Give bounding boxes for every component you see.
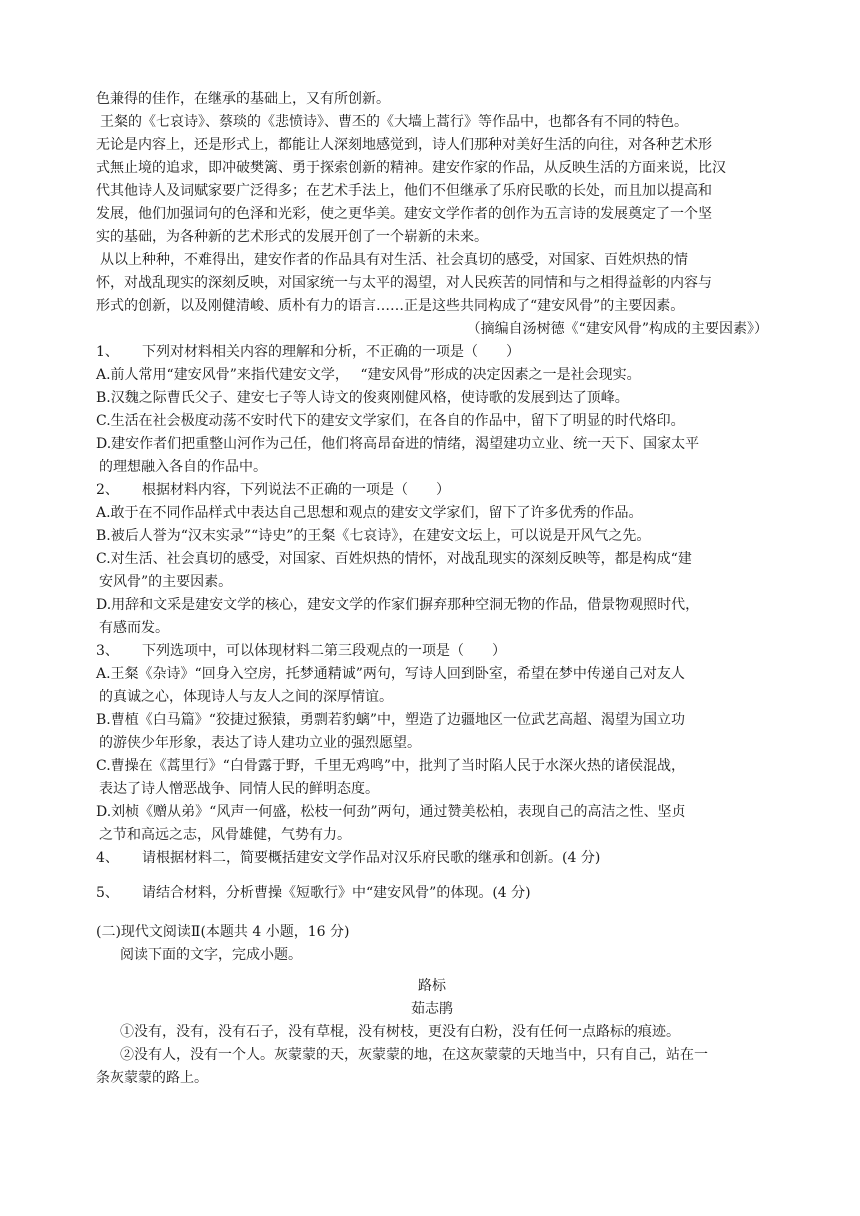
option-c: C.曹操在《蒿里行》“白骨露于野，千里无鸡鸣”中，批判了当时陷人民于水深火热的诸侯混战， [96,758,685,774]
option-a: A.前人常用“建安风骨”来指代建安文学， “建安风骨”形成的决定因素之一是社会现实。 [96,367,641,383]
question-4 [96,847,768,870]
question-number: 4、 [96,850,119,866]
spacer [96,967,768,975]
option-d-continued: 之节和高远之志，风骨雄健，气势有力。 [99,827,351,843]
option-a-continued: 的真诚之心，体现诗人与友人之间的深厚情谊。 [99,689,393,705]
paragraph-line: 发展，他们加强词句的色泽和光彩，使之更华美。建安文学作者的创作为五言诗的发展奠定了一个坚 [96,206,712,222]
question-2 [96,479,768,502]
question-3 [96,640,768,663]
document-page [96,88,768,1090]
question-stem: 请结合材料，分析曹操《短歌行》中“建安风骨”的体现。(4 分) [142,885,531,901]
option-b: B.被后人誉为“汉末实录”“诗史”的王粲《七哀诗》，在建安文坛上，可以说是开风气之先。 [96,528,651,544]
option-b: B.汉魏之际曹氏父子、建安七子等人诗文的俊爽刚健风格，使诗歌的发展到达了顶峰。 [96,390,629,406]
passage-paragraph: ②没有人，没有一个人。灰蒙蒙的天，灰蒙蒙的地，在这灰蒙蒙的天地当中，只有自己，站在一 [120,1047,708,1063]
option-c-continued: 安风骨”的主要因素。 [99,574,233,590]
question-stem: 请根据材料二，简要概括建安文学作品对汉乐府民歌的继承和创新。(4 分) [142,850,601,866]
section-instruction: 阅读下面的文字，完成小题。 [120,947,302,963]
answer-space [96,905,768,921]
option-d: D.建安作者们把重整山河作为己任，他们将高昂奋进的情绪，渴望建功立业、统一天下、国家太平 [96,436,700,452]
option-c-continued: 表达了诗人憎恶战争、同情人民的鲜明态度。 [99,781,379,797]
question-number: 5、 [96,885,119,901]
section-heading: (二)现代文阅读Ⅱ(本题共 4 小题，16 分) [96,924,350,940]
paragraph-line: 王粲的《七哀诗》、蔡琰的《悲愤诗》、曹丕的《大墙上蒿行》等作品中，也都各有不同的特色。 [100,114,688,130]
paragraph-line: 色兼得的佳作，在继承的基础上，又有所创新。 [96,91,390,107]
option-a: A.敢于在不同作品样式中表达自己思想和观点的建安文学家们，留下了许多优秀的作品。 [96,505,643,521]
option-c: C.生活在社会极度动荡不安时代下的建安文学家们，在各自的作品中，留下了明显的时代烙印。 [96,413,685,429]
question-number: 2、 [96,482,119,498]
paragraph-line: 代其他诗人及词赋家要广泛得多；在艺术手法上，他们不但继承了乐府民歌的长处，而且加以提高和 [96,183,712,199]
question-1 [96,341,768,364]
paragraph-line: 从以上种种，不难得出，建安作者的作品具有对生活、社会真切的感受，对国家、百姓炽热的情 [100,252,688,268]
passage-author: 茹志鹃 [411,1001,453,1017]
paragraph-line: 式無止境的追求，即冲破樊篱、勇于探索创新的精神。建安作家的作品，从反映生活的方面来说，比汉 [96,160,726,176]
paragraph-line: 怀，对战乱现实的深刻反映，对国家统一与太平的渴望，对人民疾苦的同情和与之相得益彰的内容与 [96,275,712,291]
question-stem: 下列选项中，可以体现材料二第三段观点的一项是（ ） [142,643,506,659]
question-number: 3、 [96,643,119,659]
question-stem: 下列对材料相关内容的理解和分析，不正确的一项是（ ） [142,344,520,360]
answer-space [96,870,768,882]
passage-paragraph: ①没有，没有，没有石子，没有草棍，没有树枝，更没有白粉，没有任何一点路标的痕迹。 [120,1024,680,1040]
source-citation: （摘编自汤树德《“建安风骨”构成的主要因素》） [466,321,768,337]
option-a: A.王粲《杂诗》“回身入空房，托梦通精诚”两句，写诗人回到卧室，希望在梦中传递自己对友人 [96,666,685,682]
question-number: 1、 [96,344,119,360]
question-stem: 根据材料内容，下列说法不正确的一项是（ ） [142,482,450,498]
option-d-continued: 有感而发。 [99,620,169,636]
option-d-continued: 的理想融入各自的作品中。 [99,459,267,475]
option-d: D.用辞和文采是建安文学的核心，建安文学的作家们摒弃那种空洞无物的作品，借景物观照时代， [96,597,700,613]
option-b: B.曹植《白马篇》“狡捷过猴猿，勇剽若豹螭”中，塑造了边疆地区一位武艺高超、渴望为国立功 [96,712,686,728]
passage-title: 路标 [418,978,446,994]
paragraph-line: 无论是内容上，还是形式上，都能让人深刻地感觉到，诗人们那种对美好生活的向往，对各种艺术形 [96,137,712,153]
option-b-continued: 的游侠少年形象，表达了诗人建功立业的强烈愿望。 [99,735,421,751]
option-c: C.对生活、社会真切的感受，对国家、百姓炽热的情怀，对战乱现实的深刻反映等，都是构成“建 [96,551,692,567]
paragraph-line: 形式的创新，以及刚健清峻、质朴有力的语言……正是这些共同构成了“建安风骨”的主要因素。 [96,298,685,314]
question-5 [96,882,768,905]
option-d: D.刘桢《赠从弟》“风声一何盛，松枝一何劲”两句，通过赞美松柏，表现自己的高洁之性、坚贞 [96,804,686,820]
paragraph-line: 实的基础，为各种新的艺术形式的发展开创了一个崭新的未来。 [96,229,488,245]
passage-paragraph-continued: 条灰蒙蒙的路上。 [96,1070,208,1086]
